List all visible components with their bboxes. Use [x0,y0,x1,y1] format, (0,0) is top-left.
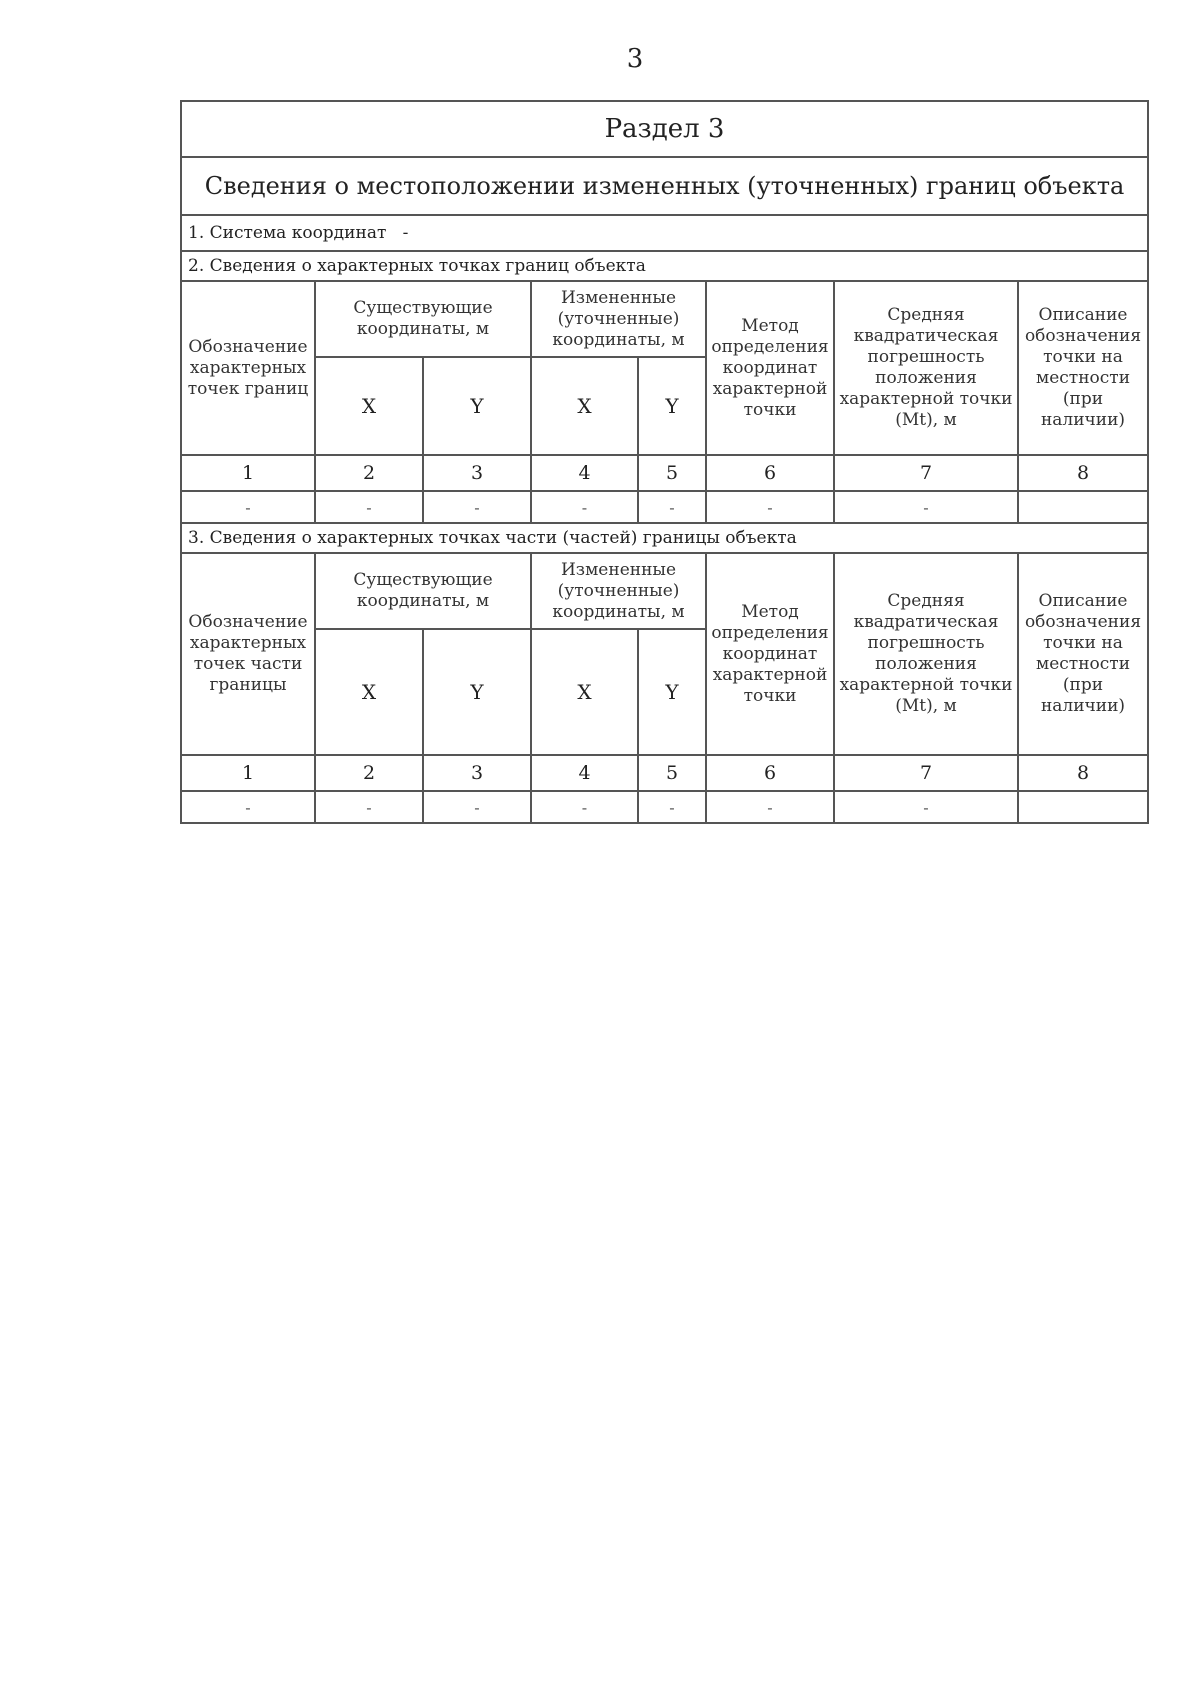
table2-cell: - [181,791,315,823]
table1-colnum: 8 [1018,455,1148,491]
table1-cell: - [638,491,706,523]
table1-header-designation: Обозначение характерных точек границ [181,281,315,455]
table1-header-changed-x: X [531,357,638,455]
table1-header-existing-x: X [315,357,423,455]
section-table [180,100,1149,824]
table2-header-changed-x: X [531,629,638,755]
table2-header-existing: Существующие координаты, м [315,553,531,629]
table2-colnum: 5 [638,755,706,791]
table1-header-description: Описание обозначения точки на местности (при наличии) [1018,281,1148,455]
coordinate-system-label: 1. Система координат [188,223,387,243]
table2-header-method: Метод определения координат характерной точки [706,553,834,755]
table2-header-designation: Обозначение характерных точек части границы [181,553,315,755]
table2-header-changed-y: Y [638,629,706,755]
table2-colnum: 7 [834,755,1018,791]
coordinate-system-row [181,215,1148,251]
coordinate-system-value: - [402,223,409,243]
section-subtitle: Сведения о местоположении измененных (уточненных) границ объекта [181,157,1148,215]
table1-cell: - [181,491,315,523]
table1-header-existing: Существующие координаты, м [315,281,531,357]
table1-header-changed-y: Y [638,357,706,455]
table1-cell: - [706,491,834,523]
table1-colnum: 7 [834,455,1018,491]
table2-header-existing-y: Y [423,629,531,755]
table2-colnum: 8 [1018,755,1148,791]
table1-header-method: Метод определения координат характерной точки [706,281,834,455]
table2-cell: - [706,791,834,823]
table1-column-numbers [181,455,1148,491]
table2-header-existing-x: X [315,629,423,755]
table1-colnum: 3 [423,455,531,491]
table2-colnum: 4 [531,755,638,791]
table1-cell: - [531,491,638,523]
table1-header-existing-y: Y [423,357,531,455]
table1-colnum: 6 [706,455,834,491]
table1-cell: - [834,491,1018,523]
table2-cell: - [423,791,531,823]
table2-header-changed: Измененные (уточненные) координаты, м [531,553,706,629]
page-number: 3 [626,44,644,74]
table2-colnum: 2 [315,755,423,791]
table-row [181,491,1148,523]
table1-colnum: 5 [638,455,706,491]
table2-cell [1018,791,1148,823]
document-sheet [180,100,1147,824]
table2-header-error: Средняя квадратическая погрешность положения характерной точки (Mt), м [834,553,1018,755]
section-title: Раздел 3 [181,101,1148,157]
table1-cell: - [423,491,531,523]
table1-header-changed: Измененные (уточненные) координаты, м [531,281,706,357]
table2-cell: - [315,791,423,823]
table2-colnum: 3 [423,755,531,791]
table1-colnum: 4 [531,455,638,491]
table2-cell: - [531,791,638,823]
table1-cell: - [315,491,423,523]
table2-cell: - [638,791,706,823]
table2-colnum: 6 [706,755,834,791]
table-row [181,791,1148,823]
table2-cell: - [834,791,1018,823]
table1-title: 2. Сведения о характерных точках границ объекта [181,251,1148,281]
table2-colnum: 1 [181,755,315,791]
table1-header-error: Средняя квадратическая погрешность положения характерной точки (Mt), м [834,281,1018,455]
table1-colnum: 2 [315,455,423,491]
table2-title: 3. Сведения о характерных точках части (частей) границы объекта [181,523,1148,553]
table1-cell [1018,491,1148,523]
table2-header-description: Описание обозначения точки на местности (при наличии) [1018,553,1148,755]
table1-colnum: 1 [181,455,315,491]
table2-column-numbers [181,755,1148,791]
